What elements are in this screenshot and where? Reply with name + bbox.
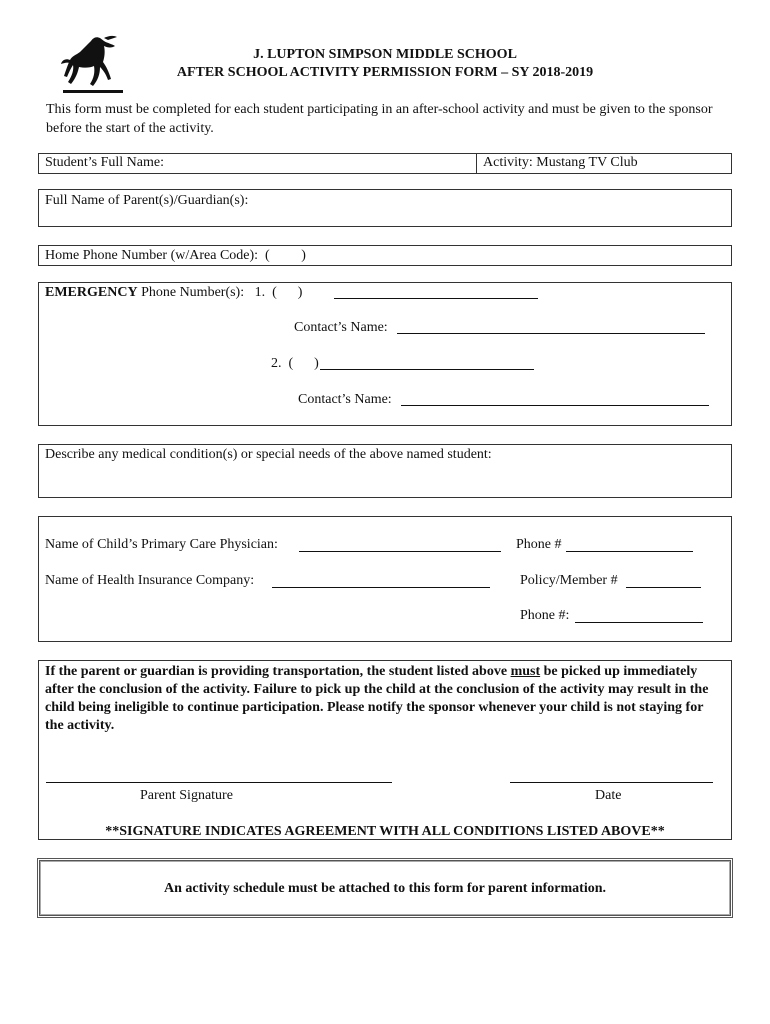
contact-name-1-label: Contact’s Name: xyxy=(294,320,388,335)
transport-notice xyxy=(45,663,725,735)
student-name-label: Student’s Full Name: xyxy=(45,155,164,170)
emergency-phone-2-field[interactable] xyxy=(320,355,534,370)
date-label: Date xyxy=(595,788,622,803)
policy-label: Policy/Member # xyxy=(520,573,618,588)
emergency-num-2-label: 2. ( ) xyxy=(271,356,319,371)
insurance-phone-field[interactable] xyxy=(575,608,703,623)
date-field[interactable] xyxy=(510,760,713,782)
insurance-phone-label: Phone #: xyxy=(520,608,570,623)
parent-name-field[interactable] xyxy=(270,191,725,225)
home-phone-field[interactable] xyxy=(335,246,725,265)
date-line xyxy=(510,782,713,783)
physician-phone-label: Phone # xyxy=(516,537,562,552)
intro-text: This form must be completed for each student participating in an after-school activity and must be given to the sponsor before the start of the activity. xyxy=(46,102,713,136)
emergency-phone-1-field[interactable] xyxy=(334,284,538,299)
home-phone-label: Home Phone Number (w/Area Code): ( ) xyxy=(45,248,306,263)
parent-signature-line xyxy=(46,782,392,783)
schedule-note: An activity schedule must be attached to this form for parent information. xyxy=(163,881,606,896)
medical-field[interactable] xyxy=(44,466,726,494)
transport-notice-part2: be picked up immediately after the conclusion of the activity. Failure to pick up the child at the conclusion of the activity may result in the child being ineligible to continue participation. Please notify the sponsor whenever your child is not staying for the activity. xyxy=(45,664,709,733)
insurance-label: Name of Health Insurance Company: xyxy=(45,573,255,588)
insurance-field[interactable] xyxy=(272,573,490,588)
activity-label: Activity: Mustang TV Club xyxy=(483,155,638,170)
parent-name-label: Full Name of Parent(s)/Guardian(s): xyxy=(45,193,249,208)
emergency-label-bold: EMERGENCY xyxy=(45,285,138,300)
parent-signature-field[interactable] xyxy=(46,760,392,782)
physician-field[interactable] xyxy=(299,537,501,552)
medical-label: Describe any medical condition(s) or special needs of the above named student: xyxy=(45,447,492,462)
agreement-text: **SIGNATURE INDICATES AGREEMENT WITH ALL CONDITIONS LISTED ABOVE** xyxy=(105,824,665,839)
form-title: AFTER SCHOOL ACTIVITY PERMISSION FORM – SY 2018-2019 xyxy=(176,65,594,80)
school-name: J. LUPTON SIMPSON MIDDLE SCHOOL xyxy=(253,47,517,62)
contact-name-2-label: Contact’s Name: xyxy=(298,392,392,407)
student-row-divider xyxy=(476,153,477,174)
emergency-label xyxy=(45,285,302,301)
transport-notice-must: must xyxy=(510,664,541,679)
parent-signature-label: Parent Signature xyxy=(140,788,233,803)
physician-label: Name of Child’s Primary Care Physician: xyxy=(45,537,278,552)
physician-phone-field[interactable] xyxy=(566,537,693,552)
contact-name-2-field[interactable] xyxy=(401,391,709,406)
student-name-field[interactable] xyxy=(180,154,470,173)
emergency-label-rest: Phone Number(s): 1. ( ) xyxy=(137,285,303,300)
policy-field[interactable] xyxy=(626,573,701,588)
transport-notice-part1: If the parent or guardian is providing transportation, the student listed above xyxy=(45,664,511,679)
contact-name-1-field[interactable] xyxy=(397,319,705,334)
